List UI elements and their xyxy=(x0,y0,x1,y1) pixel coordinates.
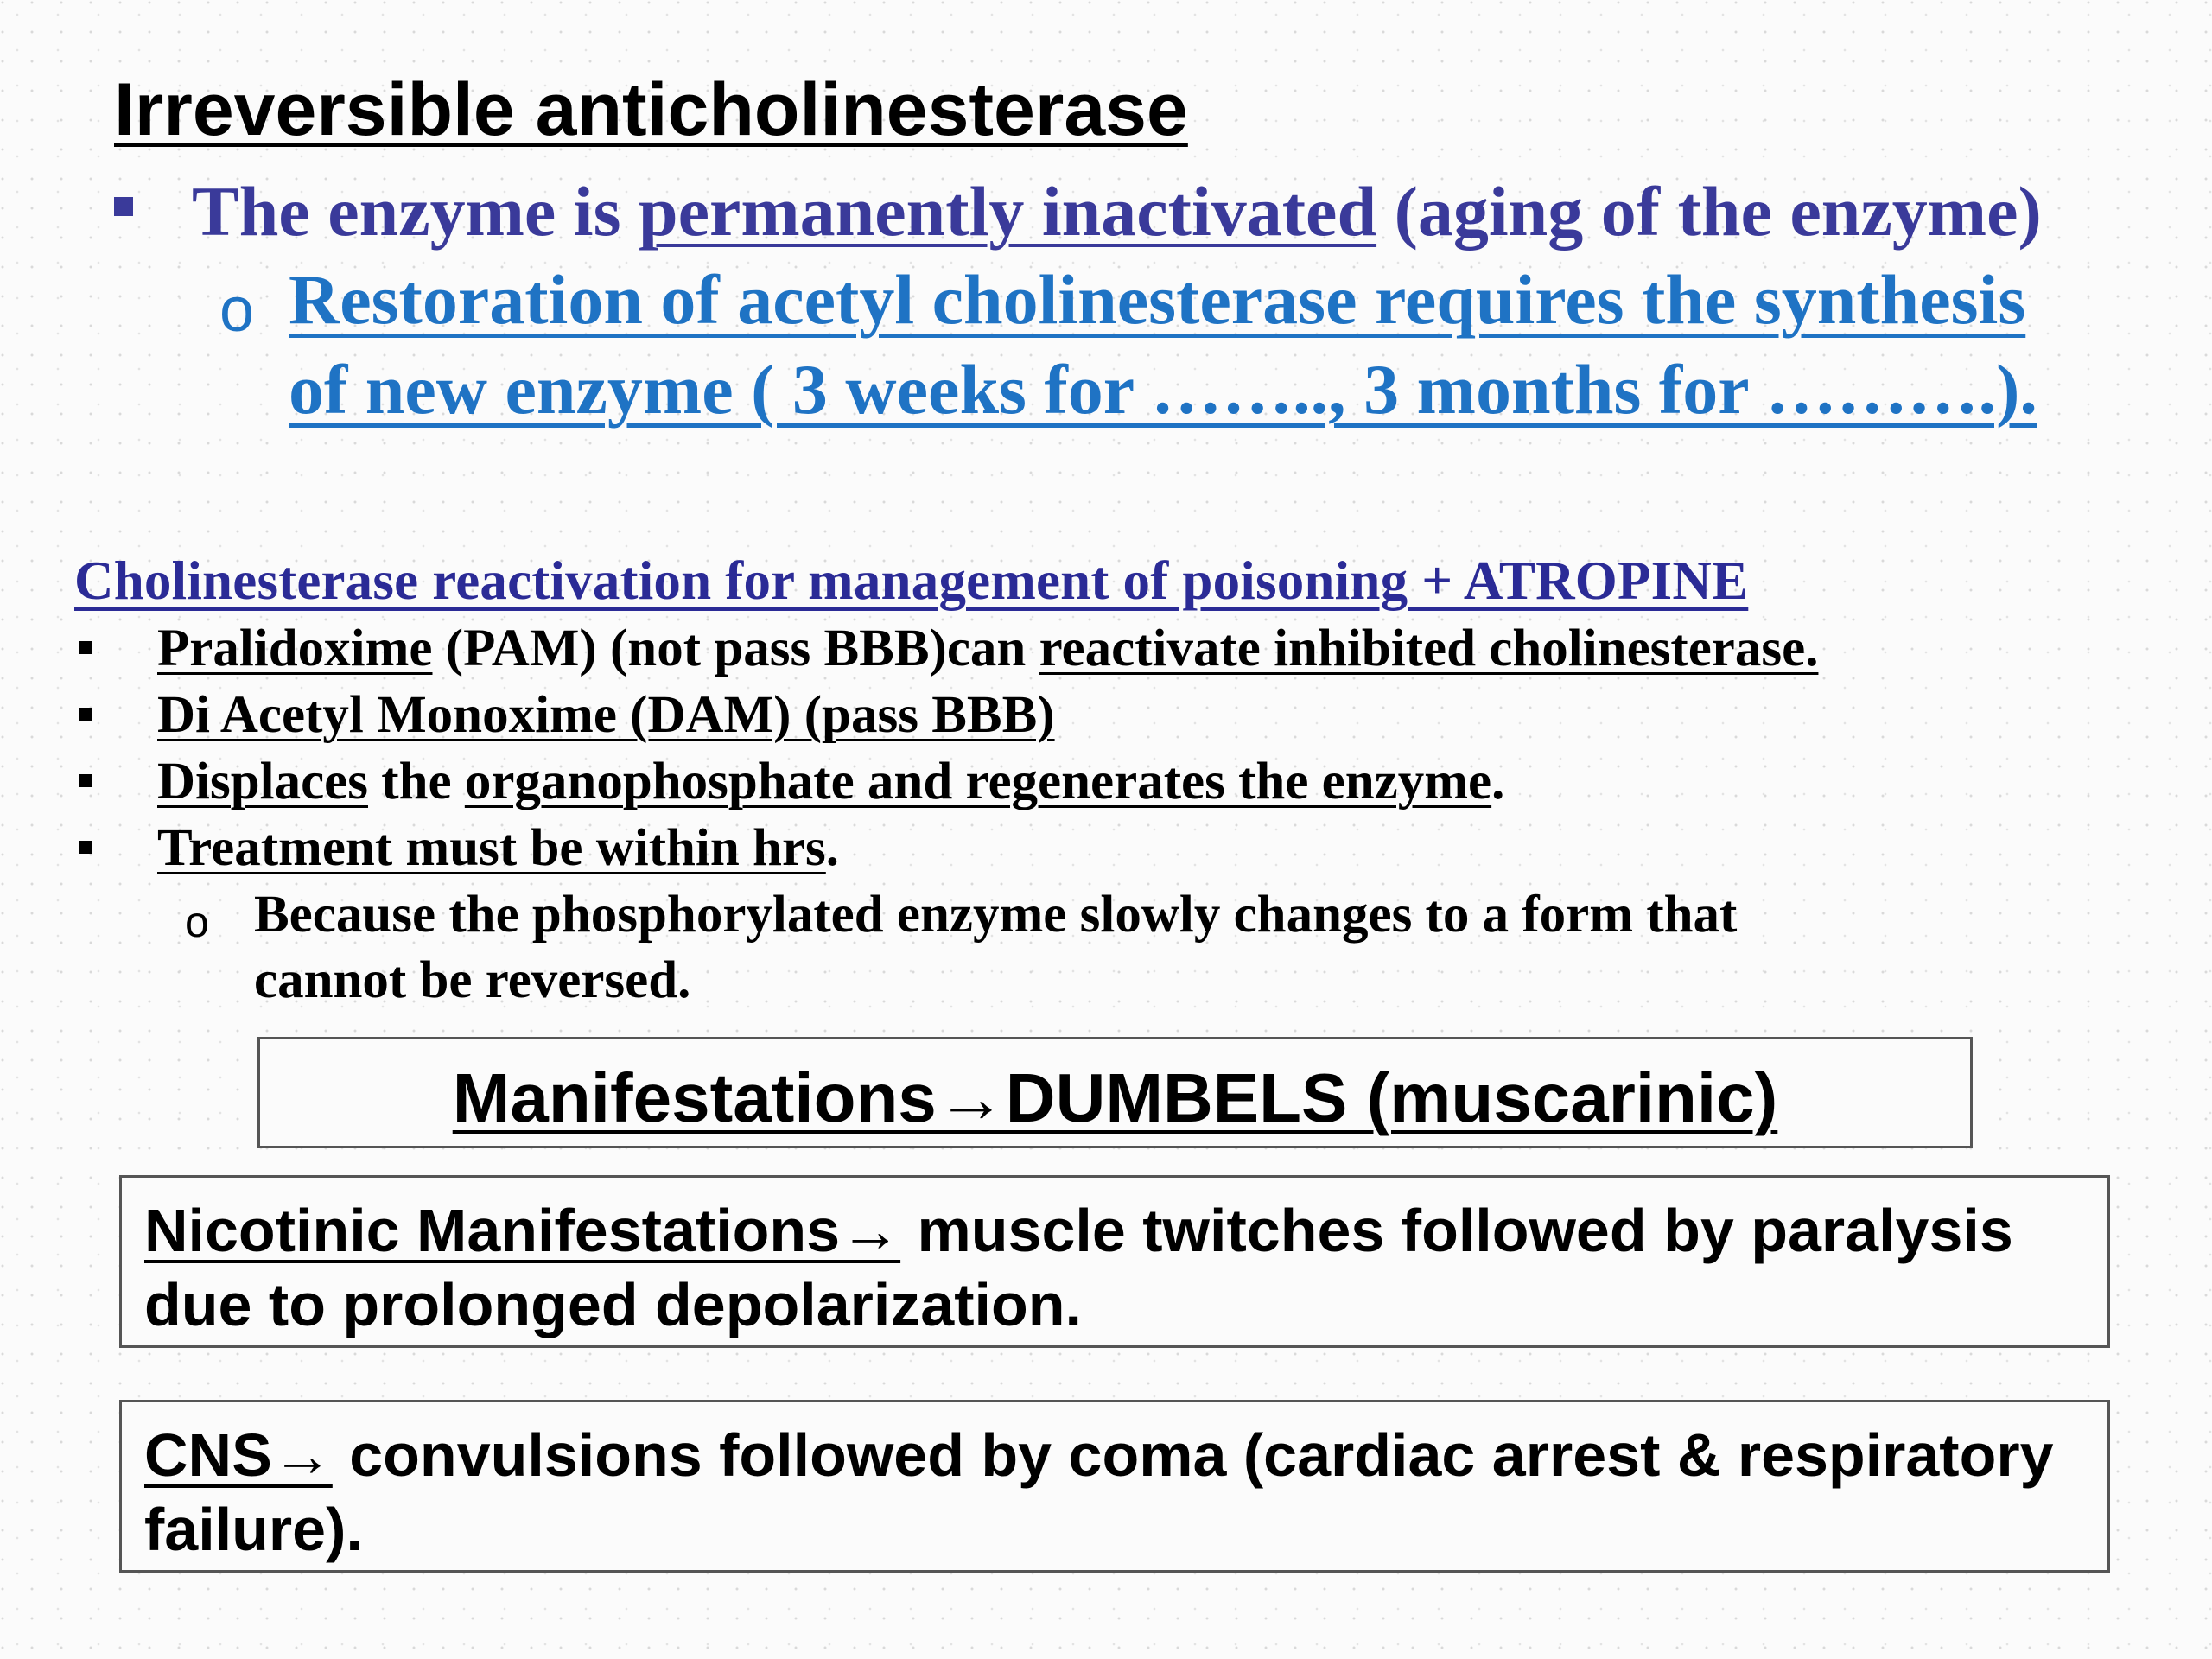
slide-title: Irreversible anticholinesterase xyxy=(114,68,1188,151)
square-bullet-icon xyxy=(79,641,92,654)
restoration-line-2: of new enzyme ( 3 weeks for …….., 3 months for ……….). xyxy=(289,350,2037,429)
cns-manifestations-box xyxy=(119,1400,2110,1573)
because-line-1: Because the phosphorylated enzyme slowly changes to a form that xyxy=(254,886,1738,944)
hollow-circle-bullet-icon: o xyxy=(185,898,209,946)
square-bullet-icon xyxy=(79,708,92,721)
restoration-line-1: Restoration of acetyl cholinesterase requires the synthesis xyxy=(289,260,2026,339)
because-line-2: cannot be reversed. xyxy=(254,951,691,1009)
cns-text: CNS→ convulsions followed by coma (cardiac arrest & respiratory failure). xyxy=(144,1421,2054,1563)
reactivation-heading: Cholinesterase reactivation for management of poisoning + ATROPINE xyxy=(74,550,1749,611)
nicotinic-text: Nicotinic Manifestations→ muscle twitches followed by paralysis due to prolonged depolarization. xyxy=(144,1197,2013,1338)
enzyme-inactivation-line: The enzyme is permanently inactivated (aging of the enzyme) xyxy=(192,172,2042,251)
square-bullet-icon xyxy=(114,197,133,216)
muscarinic-manifestations-label: Manifestations→DUMBELS (muscarinic) xyxy=(452,1059,1778,1136)
square-bullet-icon xyxy=(79,774,92,787)
hollow-circle-bullet-icon: o xyxy=(219,276,255,345)
nicotinic-manifestations-box xyxy=(119,1175,2110,1348)
muscarinic-manifestations-box xyxy=(257,1037,1973,1148)
square-bullet-icon xyxy=(79,841,92,854)
